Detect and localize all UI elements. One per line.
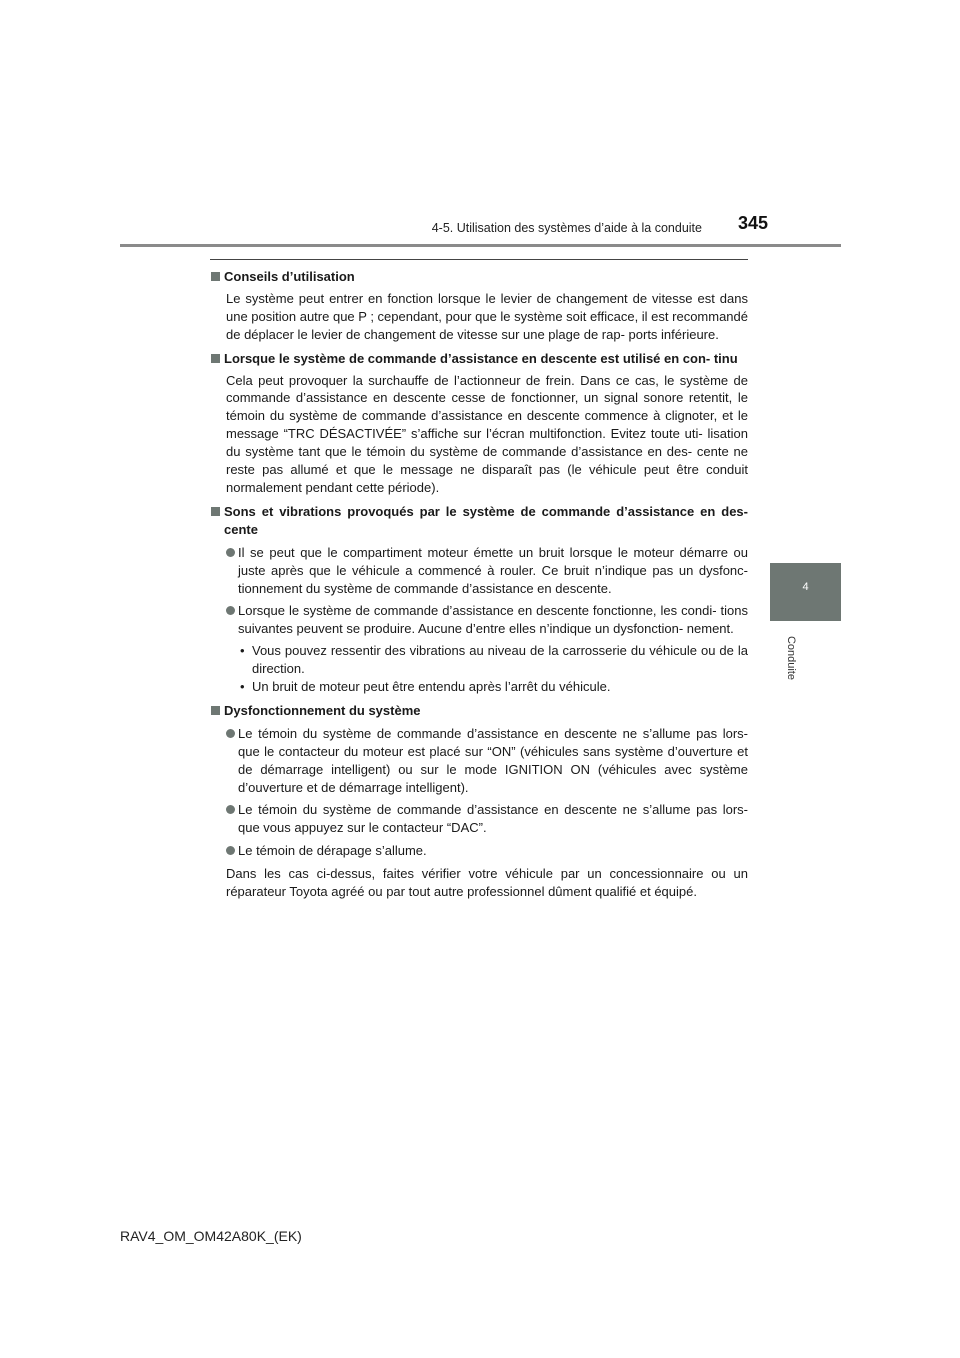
section-title-text: Lorsque le système de commande d’assistance en descente est utilisé en con- tinu (224, 350, 738, 366)
section-title-usage-tips (210, 268, 748, 286)
list-item (210, 842, 748, 860)
list-item (210, 544, 748, 598)
section-title-sounds-vibrations (210, 503, 748, 539)
list-item-text: Il se peut que le compartiment moteur émette un bruit lorsque le moteur démarre ou juste après que le véhicule a commencé à rouler. Ce bruit n’indique pas un dysfonc- tionnement du système de commande d’assistance en descente. (238, 544, 748, 596)
list-item-text: Le témoin du système de commande d’assistance en descente ne s’allume pas lors- que le contacteur du moteur est placé sur “ON” (véhicules sans système d’ouverture et de démarrage intelligent) ou sur le mode IGNITION ON (véhicules avec système d’ouverture et de démarrage intelligent). (238, 725, 748, 795)
list-item (210, 801, 748, 837)
section-paragraph: Dans les cas ci-dessus, faites vérifier votre véhicule par un concessionnaire ou un réparateur Toyota agréé ou par tout autre professionnel dûment qualifié et équipé. (226, 866, 748, 900)
circle-bullet-icon (226, 805, 235, 814)
circle-bullet-icon (226, 846, 235, 855)
sub-list-item-text: Un bruit de moteur peut être entendu après l’arrêt du véhicule. (252, 679, 611, 695)
section-title-continuous-use (210, 350, 748, 368)
main-content (210, 268, 748, 901)
section-paragraph: Le système peut entrer en fonction lorsque le levier de changement de vitesse est dans une position autre que P ; cependant, pour que le système soit efficace, il est recommandé de déplacer le levier de changement de vitesse sur une plage de rap- ports inférieure. (226, 290, 748, 342)
square-bullet-icon (211, 706, 220, 715)
chapter-label-wrapper (783, 630, 801, 690)
chapter-tab (770, 563, 841, 621)
section-paragraph: Cela peut provoquer la surchauffe de l’actionneur de frein. Dans ce cas, le système de commande d’assistance en descente cesse de fonctionner, un signal sonore retentit, le témoin du système de commande d’assistance en descente commence à clignoter, et le message “TRC DÉSACTIVÉE” s’affiche sur l’écran multifonction. Evitez toute uti- lisation du système tant que le témoin du système de commande d’assistance en des- cente ne reste pas allumé et que le message ne disparaît pas (le véhicule peut être conduit normalement pendant cette période). (226, 372, 748, 495)
chapter-number: 4 (802, 581, 809, 593)
circle-bullet-icon (226, 729, 235, 738)
square-bullet-icon (211, 507, 220, 516)
list-item-text: Le témoin du système de commande d’assistance en descente ne s’allume pas lors- que vous appuyez sur le contacteur “DAC”. (238, 802, 748, 836)
sub-bullet-mark: • (240, 643, 245, 659)
square-bullet-icon (211, 272, 220, 281)
sub-list-item-text: Vous pouvez ressentir des vibrations au niveau de la carrosserie du véhicule ou de la direction. (252, 643, 748, 677)
section-title-text: Dysfonctionnement du système (224, 702, 421, 718)
sub-list-item (210, 678, 748, 696)
sub-bullet-mark: • (240, 679, 245, 695)
chapter-label: Conduite (785, 635, 797, 681)
list-item-text: Lorsque le système de commande d’assistance en descente fonctionne, les condi- tions suivantes peuvent se produire. Aucune d’entre elles n’indique un dysfonction- nement. (238, 603, 748, 637)
section-title-text: Sons et vibrations provoqués par le système de commande d’assistance en des- cente (224, 503, 748, 537)
header-section-title: 4-5. Utilisation des systèmes d’aide à la conduite (431, 221, 702, 235)
section-title-text: Conseils d’utilisation (224, 269, 355, 284)
circle-bullet-icon (226, 606, 235, 615)
list-item-text: Le témoin de dérapage s’allume. (238, 843, 427, 859)
section-title-malfunction (210, 702, 748, 720)
circle-bullet-icon (226, 548, 235, 557)
page-number: 345 (738, 213, 769, 233)
header-divider (120, 244, 841, 247)
list-item (210, 725, 748, 797)
document-code: RAV4_OM_OM42A80K_(EK) (120, 1228, 302, 1244)
square-bullet-icon (211, 354, 220, 363)
sub-list-item (210, 642, 748, 678)
content-divider (210, 259, 748, 260)
list-item (210, 602, 748, 638)
